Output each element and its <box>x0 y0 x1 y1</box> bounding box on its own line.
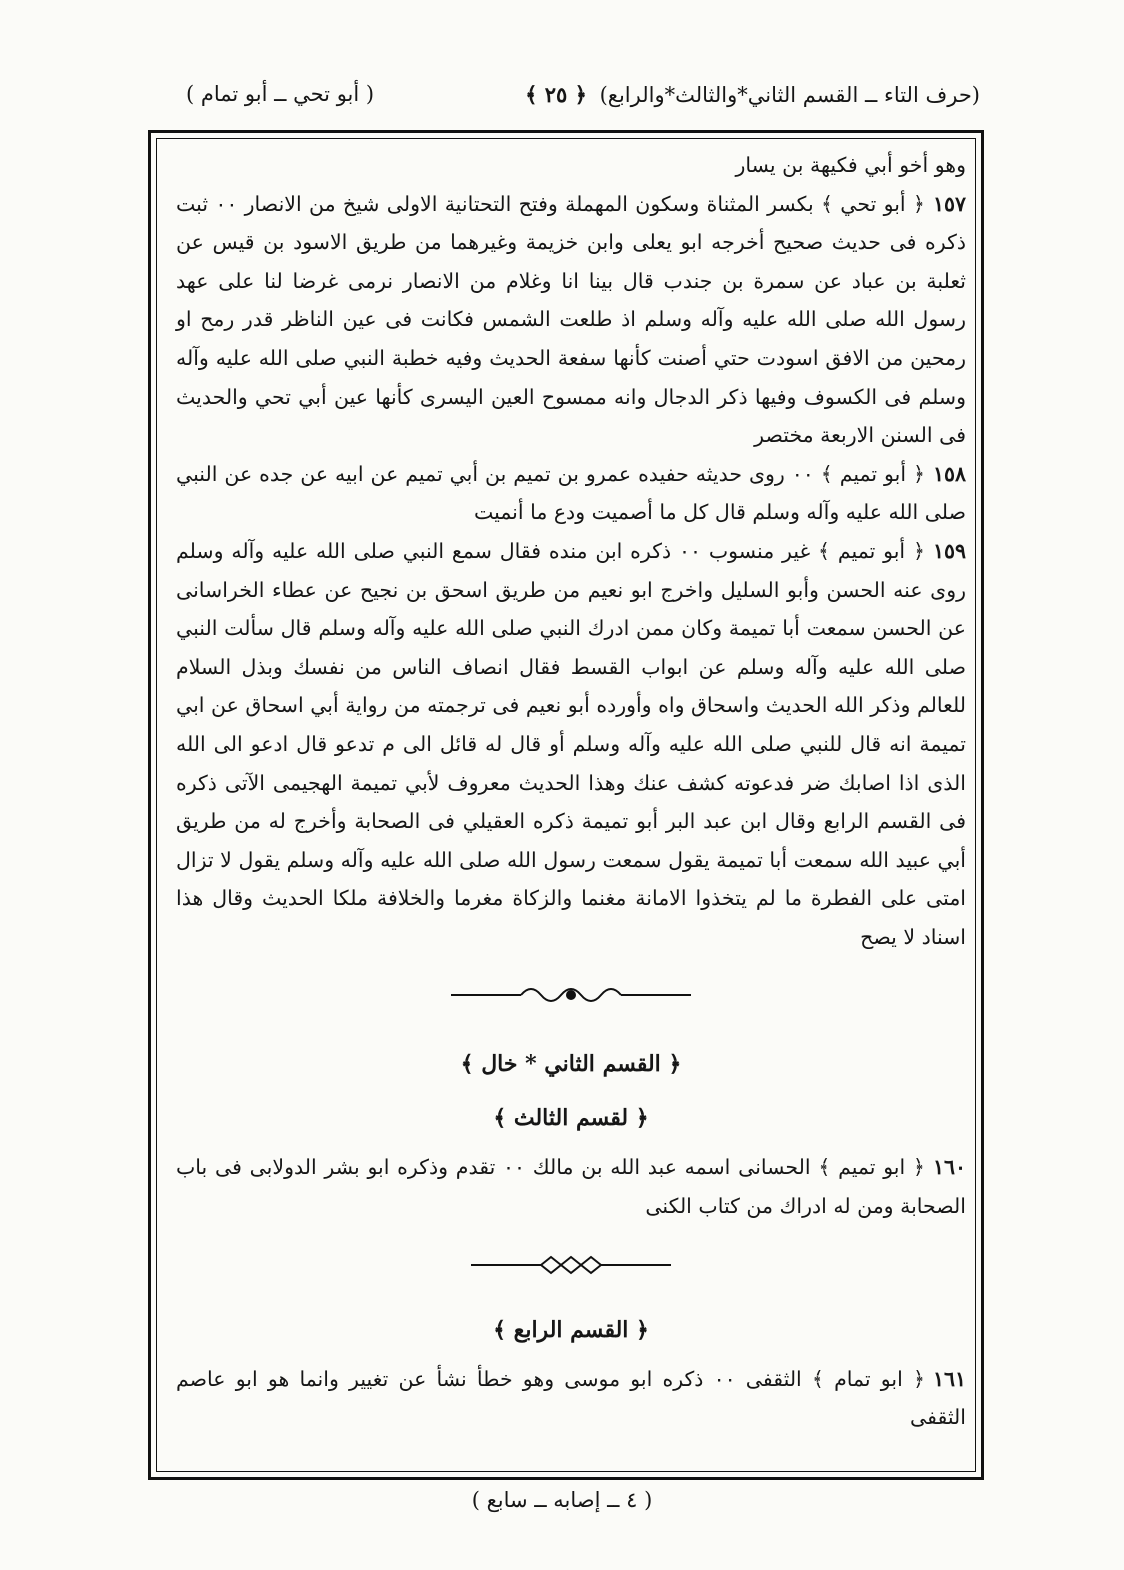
entry-number: ١٦٠ <box>932 1155 966 1180</box>
ornament-divider-small <box>471 1248 671 1282</box>
section-four-title: ﴿ القسم الرابع ﴾ <box>493 1316 649 1343</box>
entry-161 <box>176 1360 966 1437</box>
entry-text: ﴿ أبو تحي ﴾ بكسر المثناة وسكون المهملة وفتح التحتانية الاولى شيخ من الانصار ٠٠ ثبت ذكره فى حديث صحيح أخرجه ابو يعلى وابن خزيمة وغيرهما من طريق الاسود بن قيس عن ثعلبة بن عباد عن سمرة بن جندب قال بينا انا وغلام من الانصار نرمى غرضا لنا على عهد رسول الله صلى الله عليه وآله وسلم اذ طلعت الشمس فكانت فى عين الناظر قدر رمح او رمحين من الافق اسودت حتي أصنت كأنها سفعة الحديث وفيه خطبة النبي صلى الله عليه وآله وسلم فى الكسوف وفيها ذكر الدجال وانه ممسوح العين اليسرى كأنها عين أبي تحي والحديث فى السنن الاربعة مختصر <box>176 191 966 448</box>
paragraph-continuation <box>176 146 966 185</box>
paragraph-text: وهو أخو أبي فكيهة بن يسار <box>735 153 966 177</box>
page-number: ﴿ ٢٥ ﴾ <box>525 82 587 107</box>
ornament-divider <box>451 978 691 1012</box>
entry-160 <box>176 1148 966 1225</box>
entry-number: ١٥٧ <box>932 191 966 216</box>
page-content <box>176 146 966 1437</box>
section-three-title: ﴿ لقسم الثالث ﴾ <box>493 1105 649 1132</box>
entry-text: ﴿ ابو تمام ﴾ الثقفى ٠٠ ذكره ابو موسى وهو خطأ نشأ عن تغيير وانما هو ابو عاصم الثقفى <box>176 1366 966 1430</box>
header-left-title: ( أبو تحي ــ أبو تمام ) <box>186 82 375 106</box>
entry-number: ١٥٨ <box>932 461 967 486</box>
entry-text: ﴿ ابو تميم ﴾ الحسانى اسمه عبد الله بن مالك ٠٠ تقدم وذكره ابو بشر الدولابى فى باب الصحابة ومن له ادراك من كتاب الكنى <box>176 1155 966 1219</box>
entry-158 <box>176 455 966 532</box>
page-footer-signature: ( ٤ ــ إصابه ــ سابع ) <box>471 1488 653 1512</box>
entry-157 <box>176 185 966 455</box>
entry-text: ﴿ أبو تميم ﴾ ٠٠ روى حديثه حفيده عمرو بن تميم بن أبي تميم عن ابيه عن جده عن النبي صلى الله عليه وآله وسلم قال كل ما أصميت ودع ما أنميت <box>176 461 966 525</box>
page-header <box>150 82 980 122</box>
section-two-title: ﴿ القسم الثاني * خال ﴾ <box>460 1051 682 1078</box>
entry-number: ١٦١ <box>932 1366 967 1391</box>
header-right-title: (حرف التاء ــ القسم الثاني*والثالث*والرابع) <box>599 83 980 107</box>
entry-159 <box>176 532 966 957</box>
header-chapter-title <box>519 82 980 107</box>
entry-text: ﴿ أبو تميم ﴾ غير منسوب ٠٠ ذكره ابن منده فقال سمع النبي صلى الله عليه وآله وسلم روى عنه الحسن وأبو السليل واخرج ابو نعيم من طريق اسحق بن نجيح عن عطاء الخراسانى عن الحسن سمعت أبا تميمة وكان ممن ادرك النبي صلى الله عليه وآله وسلم قال سألت النبي صلى الله عليه وآله وسلم عن ابواب القسط فقال انصاف الناس من نفسك وبذل السلام للعالم وذكر الله الحديث واسحاق واه وأورده أبو نعيم فى ترجمته من رواية أبي اسحاق عن ابي تميمة انه قال للنبي صلى الله عليه وآله وسلم أو قال له قائل الى م تدعو قال ادعو الى الله الذى اذا اصابك ضر فدعوته كشف عنك وهذا الحديث معروف لأبي تميمة الهجيمى الآتى ذكره فى القسم الرابع وقال ابن عبد البر أبو تميمة ذكره العقيلي فى الصحابة وأخرج له من طريق أبي عبيد الله سمعت أبا تميمة يقول سمعت رسول الله صلى الله عليه وآله وسلم يقول لا تزال امتى على الفطرة ما لم يتخذوا الامانة مغنما والزكاة مغرما والخلافة ملكا الحديث وقال هذا اسناد لا يصح <box>176 538 966 949</box>
entry-number: ١٥٩ <box>932 538 967 563</box>
